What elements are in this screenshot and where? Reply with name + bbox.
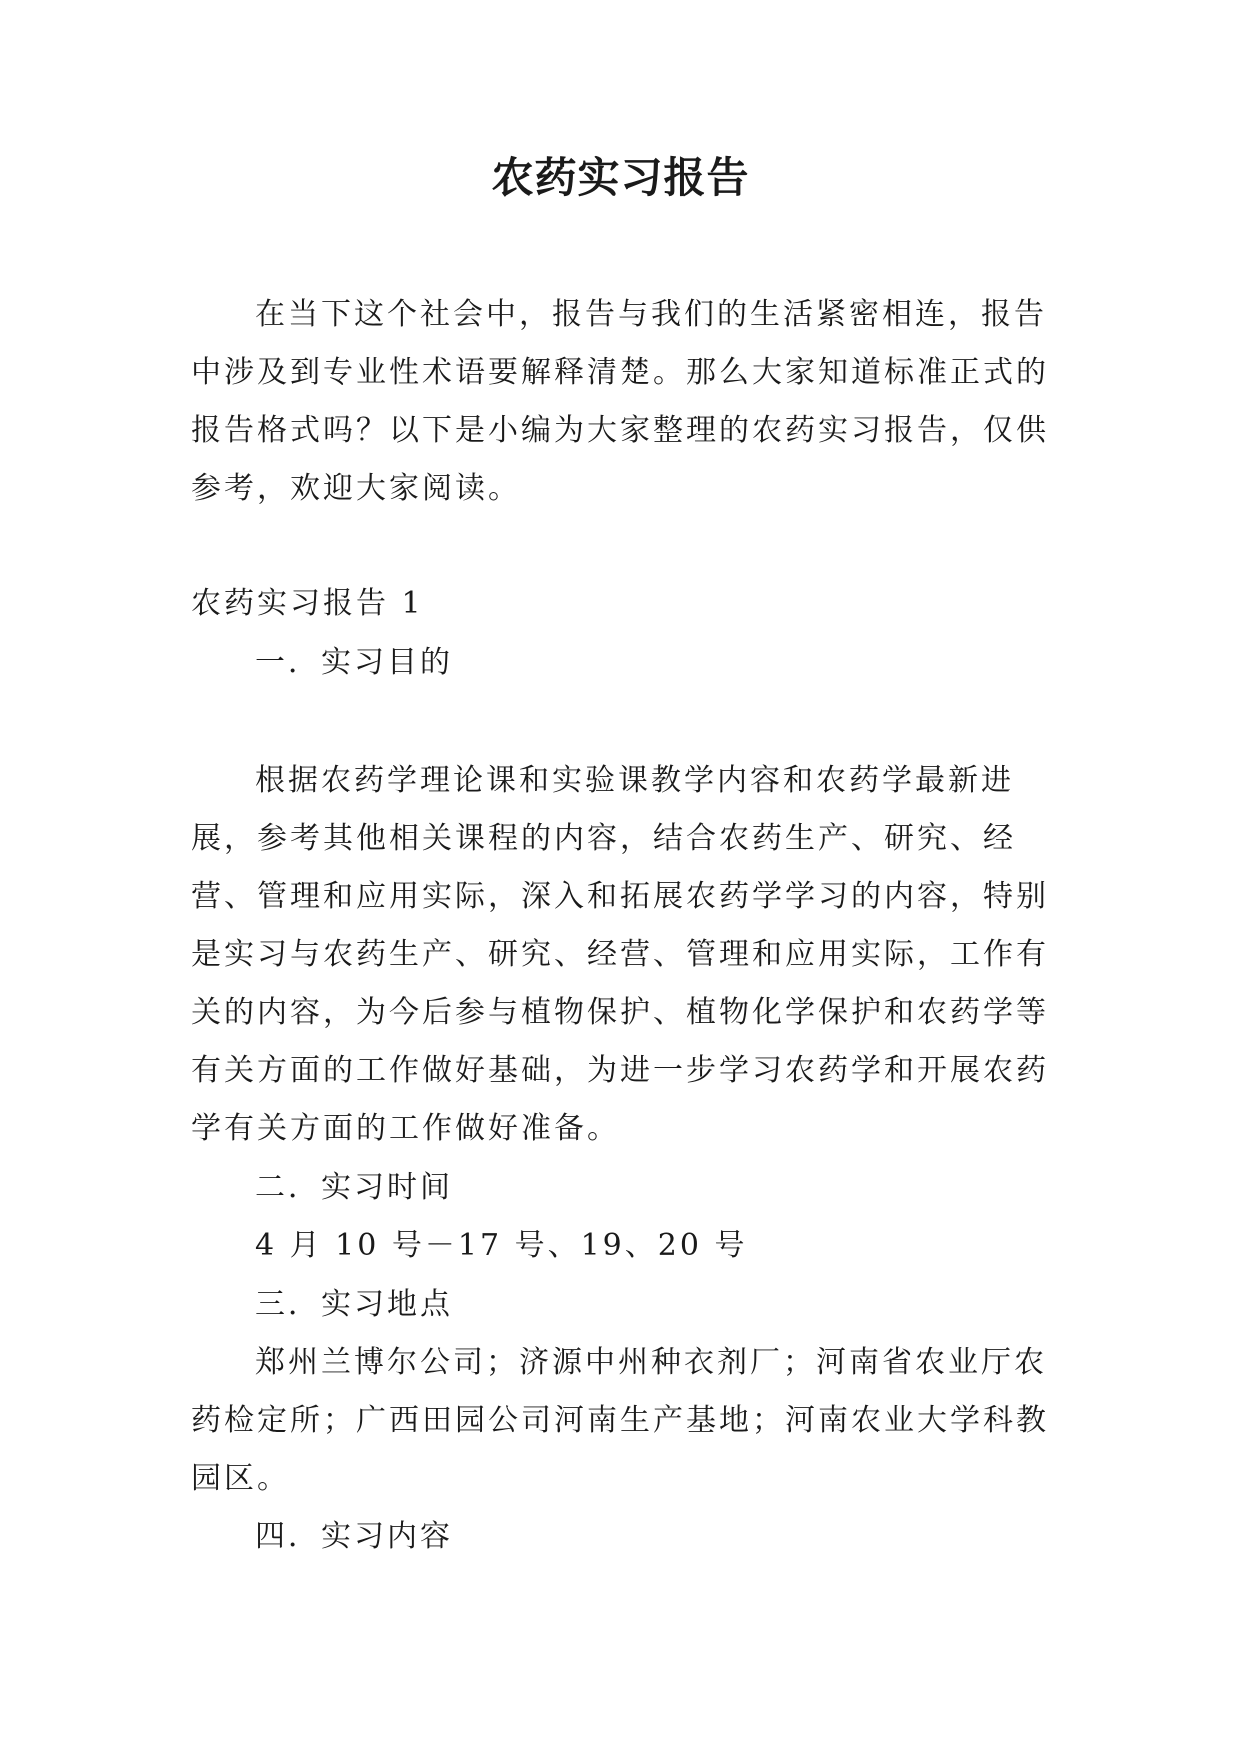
document-title: 农药实习报告 — [491, 153, 750, 202]
section-heading-location: 三．实习地点 — [255, 1287, 453, 1322]
section-body-time: 4 月 10 号－17 号、19、20 号 — [255, 1228, 748, 1263]
report-heading: 农药实习报告 1 — [191, 586, 424, 621]
intro-paragraph: 在当下这个社会中，报告与我们的生活紧密相连，报告中涉及到专业性术语要解释清楚。那么大家知道标准正式的报告格式吗？以下是小编为大家整理的农药实习报告，仅供参考，欢迎大家阅读。 — [191, 297, 1049, 506]
section-body-purpose: 根据农药学理论课和实验课教学内容和农药学最新进展，参考其他相关课程的内容，结合农药生产、研究、经营、管理和应用实际，深入和拓展农药学学习的内容，特别是实习与农药生产、研究、经营、管理和应用实际，工作有关的内容，为今后参与植物保护、植物化学保护和农药学等有关方面的工作做好基础，为进一步学习农药学和开展农药学有关方面的工作做好准备。 — [191, 763, 1049, 1146]
section-heading-content: 四．实习内容 — [255, 1519, 453, 1554]
section-heading-time: 二．实习时间 — [255, 1170, 453, 1205]
section-body-location: 郑州兰博尔公司；济源中州种衣剂厂；河南省农业厅农药检定所；广西田园公司河南生产基地；河南农业大学科教园区。 — [191, 1345, 1049, 1496]
section-heading-purpose: 一．实习目的 — [255, 645, 453, 680]
